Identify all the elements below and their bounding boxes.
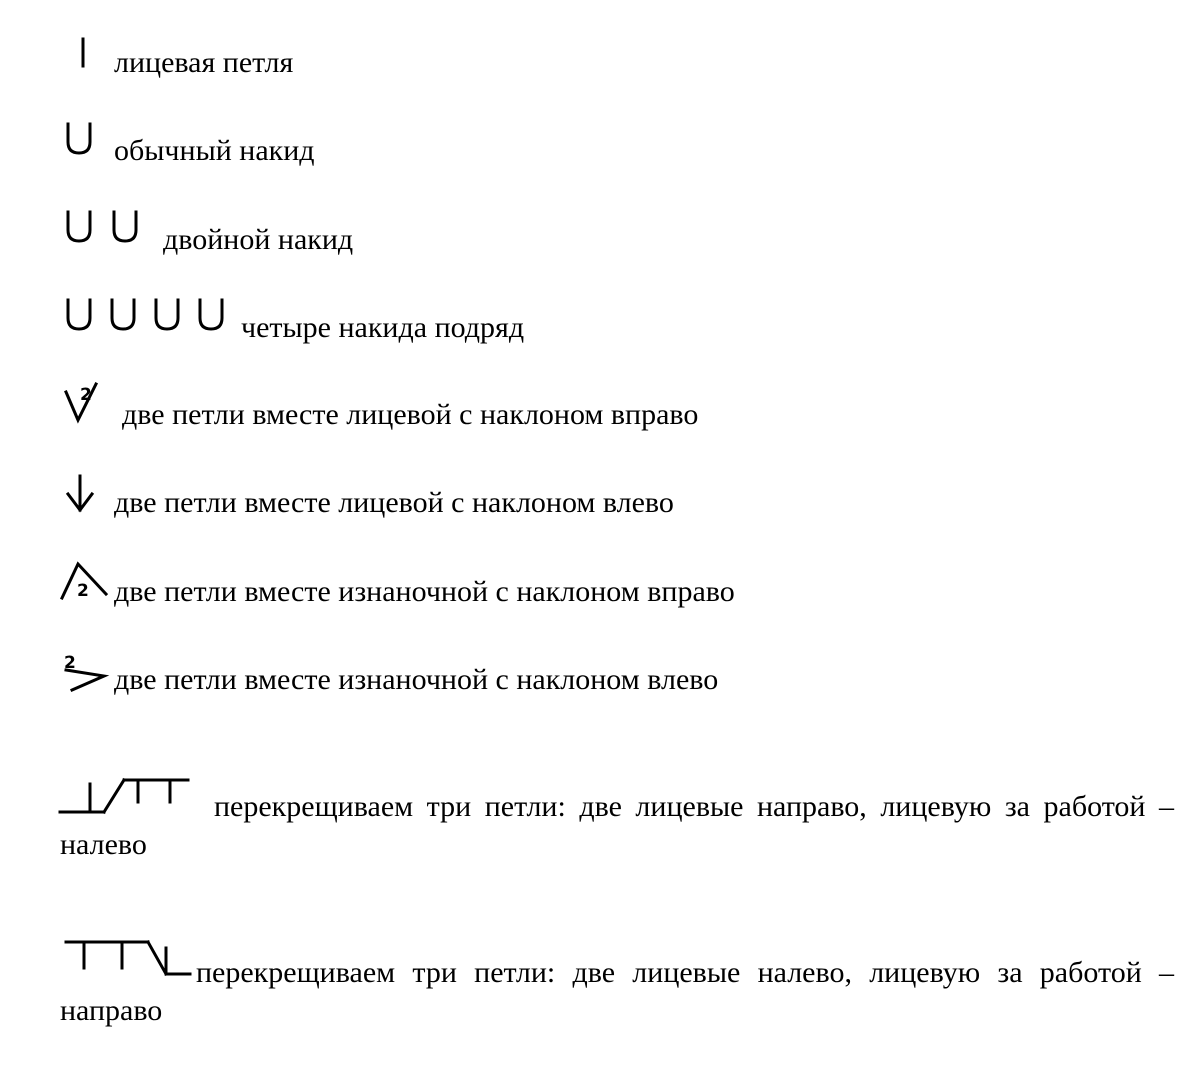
four-yarn-overs-icon — [62, 296, 242, 336]
legend-label: две петли вместе изнаночной с наклоном влево — [114, 663, 719, 696]
p2tog-right-icon — [58, 558, 114, 608]
glyph-digit: 2 — [64, 653, 76, 673]
yarn-over-icon — [62, 120, 102, 160]
legend-label: две петли вместе изнаночной с наклоном вправо — [114, 575, 735, 608]
legend-label: лицевая петля — [114, 46, 294, 79]
p2tog-left-icon — [58, 646, 114, 696]
cable-right-description — [60, 788, 1174, 864]
knit-stitch-icon — [70, 36, 100, 76]
legend-label: перекрещиваем три петли: две лицевые налево, лицевую за работой – направо — [60, 956, 1174, 1027]
glyph-digit: 2 — [77, 581, 89, 601]
glyph-digit: 2 — [80, 385, 92, 405]
k2tog-right-icon — [60, 380, 110, 430]
legend-label: две петли вместе лицевой с наклоном влево — [114, 486, 674, 519]
legend-label: обычный накид — [114, 134, 315, 167]
legend-label: двойной накид — [163, 223, 354, 256]
legend-label: перекрещиваем три петли: две лицевые направо, лицевую за работой – налево — [60, 790, 1174, 861]
k2tog-left-icon — [60, 470, 110, 520]
double-yarn-over-icon — [62, 208, 152, 248]
cable-left-description — [60, 954, 1174, 1030]
legend-label: две петли вместе лицевой с наклоном вправо — [122, 398, 699, 431]
legend-label: четыре накида подряд — [241, 311, 525, 344]
